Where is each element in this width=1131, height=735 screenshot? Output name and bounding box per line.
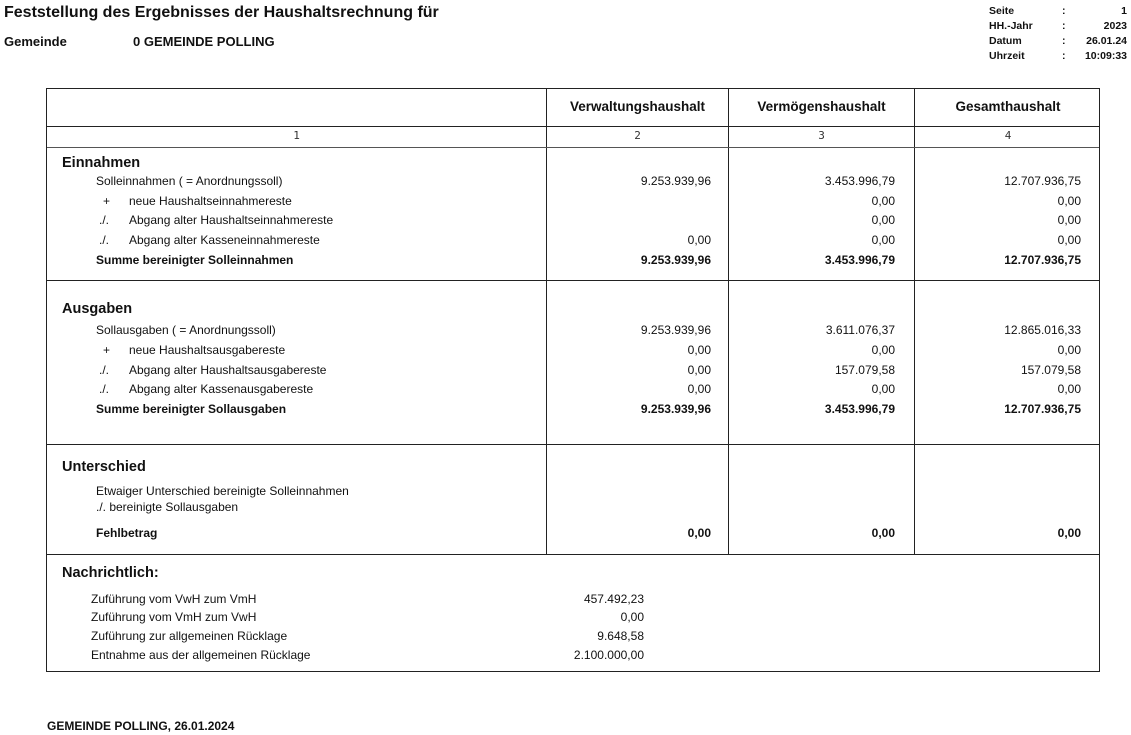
sum-value: 9.253.939,96 <box>640 402 711 416</box>
footer-place-date: GEMEINDE POLLING, 26.01.2024 <box>47 719 235 733</box>
row-label: Abgang alter Haushaltsausgabereste <box>129 363 327 377</box>
sum-value: 12.707.936,75 <box>1004 253 1081 267</box>
fehlbetrag-value: 0,00 <box>871 526 895 540</box>
meta-key: Datum <box>989 35 1022 47</box>
cell-value: 0,00 <box>1057 233 1081 247</box>
cell-value: 9.253.939,96 <box>640 174 711 188</box>
sum-value: 9.253.939,96 <box>640 253 711 267</box>
sum-value: 12.707.936,75 <box>1004 402 1081 416</box>
header-vermoegenshaushalt: Vermögenshaushalt <box>757 99 886 114</box>
sum-label: Summe bereinigter Solleinnahmen <box>96 253 294 267</box>
meta-row-seite <box>989 4 1127 19</box>
column-number: 1 <box>293 129 300 142</box>
cell-value: 12.865.016,33 <box>1004 323 1081 337</box>
column-number: 2 <box>634 129 641 142</box>
meta-sep: : <box>1062 20 1066 32</box>
row-label: neue Haushaltsausgabereste <box>129 343 286 357</box>
section-title-nachrichtlich: Nachrichtlich: <box>62 565 159 581</box>
unterschied-line-2: ./. bereinigte Sollausgaben <box>96 500 239 514</box>
row-prefix: ./. <box>99 363 110 377</box>
row-prefix: + <box>103 343 111 357</box>
row-prefix: ./. <box>99 382 110 396</box>
note-label: Zuführung zur allgemeinen Rücklage <box>91 629 288 643</box>
meta-key: Uhrzeit <box>989 50 1025 62</box>
colnum-divider <box>47 147 1099 148</box>
cell-value: 0,00 <box>871 213 895 227</box>
row-prefix: + <box>103 194 111 208</box>
section-divider <box>47 280 1099 281</box>
sum-value: 3.453.996,79 <box>824 402 895 416</box>
cell-value: 9.253.939,96 <box>640 323 711 337</box>
section-title-unterschied: Unterschied <box>62 459 146 475</box>
cell-value: 157.079,58 <box>1020 363 1081 377</box>
cell-value: 0,00 <box>687 233 711 247</box>
cell-value: 0,00 <box>871 194 895 208</box>
cell-value: 0,00 <box>871 382 895 396</box>
note-label: Zuführung vom VwH zum VmH <box>91 592 257 606</box>
column-divider <box>546 89 547 554</box>
result-table <box>46 88 1100 672</box>
header-gesamthaushalt: Gesamthaushalt <box>955 99 1061 114</box>
meta-value: 26.01.24 <box>1086 35 1127 47</box>
fehlbetrag-value: 0,00 <box>687 526 711 540</box>
row-label: Abgang alter Haushaltseinnahmereste <box>129 213 334 227</box>
note-label: Zuführung vom VmH zum VwH <box>91 610 257 624</box>
row-prefix: ./. <box>99 233 110 247</box>
row-label: Solleinnahmen ( = Anordnungssoll) <box>96 174 283 188</box>
section-divider <box>47 444 1099 445</box>
fehlbetrag-value: 0,00 <box>1057 526 1081 540</box>
section-divider <box>47 554 1099 555</box>
row-prefix: ./. <box>99 213 110 227</box>
meta-value: 2023 <box>1103 20 1127 32</box>
unterschied-line-1: Etwaiger Unterschied bereinigte Solleinnahmen <box>96 484 349 498</box>
meta-value: 10:09:33 <box>1084 50 1127 62</box>
cell-value: 0,00 <box>1057 194 1081 208</box>
meta-row-jahr <box>989 19 1127 34</box>
column-number: 3 <box>818 129 825 142</box>
cell-value: 3.611.076,37 <box>825 323 895 337</box>
page-title: Feststellung des Ergebnisses der Haushaltsrechnung für <box>4 4 439 21</box>
cell-value: 0,00 <box>1057 213 1081 227</box>
cell-value: 0,00 <box>871 343 895 357</box>
meta-row-datum <box>989 34 1127 49</box>
column-divider <box>914 89 915 554</box>
fehlbetrag-label: Fehlbetrag <box>96 526 158 540</box>
cell-value: 0,00 <box>687 382 711 396</box>
cell-value: 0,00 <box>1057 343 1081 357</box>
cell-value: 3.453.996,79 <box>824 174 895 188</box>
sum-label: Summe bereinigter Sollausgaben <box>96 402 287 416</box>
sum-value: 3.453.996,79 <box>824 253 895 267</box>
gemeinde-value: 0 GEMEINDE POLLING <box>133 34 275 49</box>
note-value: 0,00 <box>620 610 644 624</box>
cell-value: 0,00 <box>687 363 711 377</box>
note-label: Entnahme aus der allgemeinen Rücklage <box>91 648 311 662</box>
meta-sep: : <box>1062 35 1066 47</box>
cell-value: 0,00 <box>871 233 895 247</box>
row-label: Abgang alter Kasseneinnahmereste <box>129 233 320 247</box>
section-title-ausgaben: Ausgaben <box>62 301 133 317</box>
header-verwaltungshaushalt: Verwaltungshaushalt <box>569 99 706 114</box>
note-value: 9.648,58 <box>597 629 644 643</box>
meta-key: HH.-Jahr <box>989 20 1033 32</box>
row-label: Sollausgaben ( = Anordnungssoll) <box>96 323 276 337</box>
meta-info <box>989 4 1127 64</box>
cell-value: 0,00 <box>1057 382 1081 396</box>
meta-key: Seite <box>989 5 1015 17</box>
cell-value: 157.079,58 <box>834 363 895 377</box>
column-divider <box>728 89 729 554</box>
section-title-einnahmen: Einnahmen <box>62 155 141 171</box>
meta-value: 1 <box>1121 5 1127 17</box>
meta-row-uhrzeit <box>989 49 1127 64</box>
column-number: 4 <box>1004 129 1012 142</box>
note-value: 457.492,23 <box>583 592 644 606</box>
cell-value: 0,00 <box>687 343 711 357</box>
row-label: neue Haushaltseinnahmereste <box>129 194 292 208</box>
meta-sep: : <box>1062 50 1066 62</box>
cell-value: 12.707.936,75 <box>1004 174 1081 188</box>
meta-sep: : <box>1062 5 1066 17</box>
gemeinde-label: Gemeinde <box>4 34 67 49</box>
header-divider <box>47 126 1099 127</box>
row-label: Abgang alter Kassenausgabereste <box>129 382 314 396</box>
note-value: 2.100.000,00 <box>573 648 644 662</box>
